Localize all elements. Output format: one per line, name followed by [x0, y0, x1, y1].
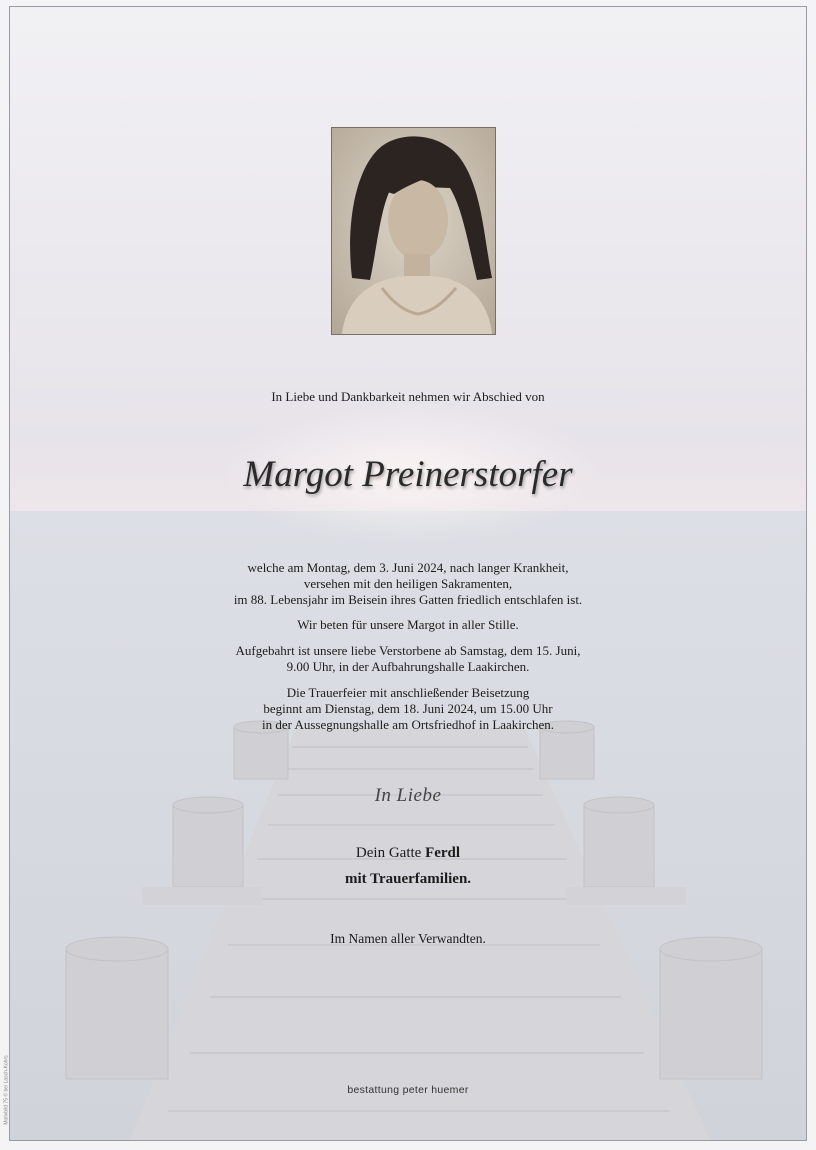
intro-text: In Liebe und Dankbarkeit nehmen wir Abschied von: [271, 389, 545, 404]
signer-prefix: Dein Gatte: [355, 845, 422, 861]
funeral-home-footer: bestattung peter huemer: [347, 1084, 469, 1096]
text-line: beginnt am Dienstag, dem 18. Juni 2024, um 15.00 Uhr: [263, 701, 553, 716]
signer-families: mit Trauerfamilien.: [344, 871, 472, 887]
text-line: Wir beten für unsere Margot in aller Stille.: [297, 617, 519, 632]
prayer-paragraph: [10, 617, 806, 633]
text-line: im 88. Lebensjahr im Beisein ihres Gatten friedlich entschlafen ist.: [233, 592, 583, 607]
portrait-photo: [331, 127, 496, 335]
signer-spouse: [10, 845, 806, 862]
closing-text: In Liebe: [374, 785, 442, 806]
text-line: 9.00 Uhr, in der Aufbahrungshalle Laakirchen.: [286, 659, 530, 674]
text-line: welche am Montag, dem 3. Juni 2024, nach langer Krankheit,: [247, 560, 569, 575]
side-imprint: Motivbild 75 © bei Lasch-Kohrs: [3, 1055, 10, 1125]
relatives-line: Im Namen aller Verwandten.: [330, 931, 486, 946]
signer-name: Ferdl: [425, 845, 461, 861]
obituary-card: [3, 6, 807, 1141]
text-line: versehen mit den heiligen Sakramenten,: [303, 576, 513, 591]
funeral-paragraph: [10, 685, 806, 733]
viewing-paragraph: [10, 643, 806, 675]
deceased-name: Margot Preinerstorfer: [243, 454, 573, 495]
text-line: in der Aussegnungshalle am Ortsfriedhof in Laakirchen.: [261, 717, 555, 732]
death-notice-paragraph: [10, 560, 806, 608]
text-line: Die Trauerfeier mit anschließender Beisetzung: [286, 685, 530, 700]
text-line: Aufgebahrt ist unsere liebe Verstorbene ab Samstag, dem 15. Juni,: [235, 643, 581, 658]
